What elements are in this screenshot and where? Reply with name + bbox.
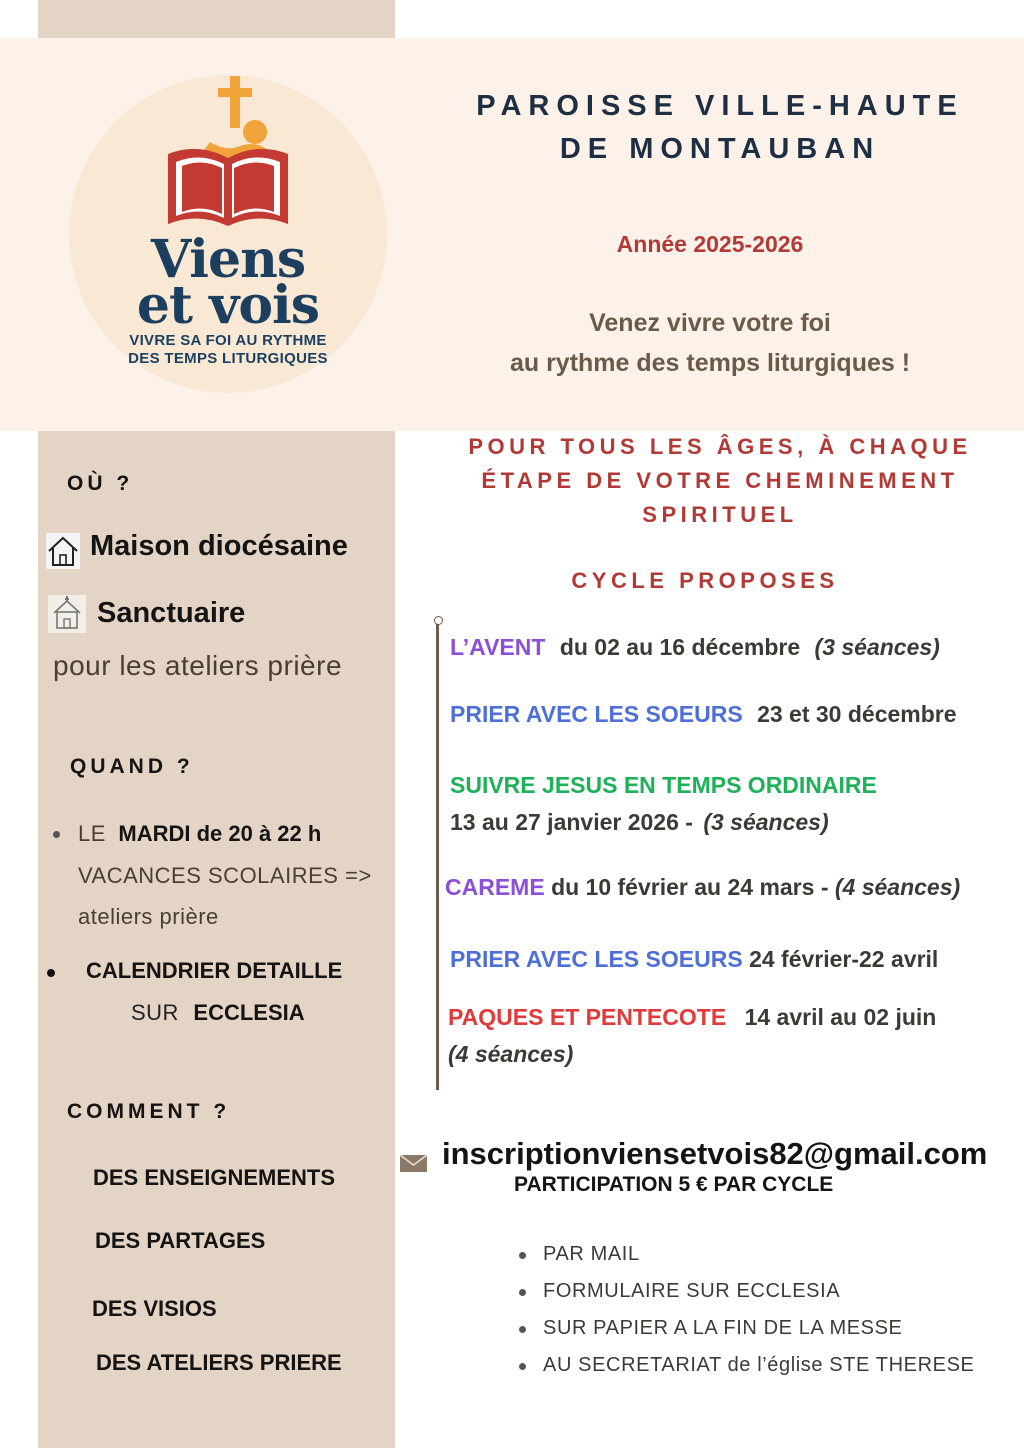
registration-secretariat: AU SECRETARIAT de l’église STE THERESE bbox=[543, 1354, 975, 1376]
cycle-dates: 23 et 30 décembre bbox=[757, 701, 957, 727]
calendar-line1: CALENDRIER DETAILLE bbox=[86, 958, 343, 983]
cycle-dates: 13 au 27 janvier 2026 - bbox=[450, 809, 693, 835]
ou-heading: OÙ ? bbox=[67, 472, 134, 495]
bullet-dot bbox=[519, 1326, 526, 1333]
comment-heading: COMMENT ? bbox=[67, 1100, 231, 1123]
intro-line2: ÉTAPE DE VOTRE CHEMINEMENT bbox=[481, 468, 959, 493]
bullet-dot bbox=[53, 831, 60, 838]
registration-mail: PAR MAIL bbox=[543, 1243, 640, 1265]
cycle-sessions: (3 séances) bbox=[703, 809, 829, 835]
when-ateliers: ateliers prière bbox=[78, 904, 219, 929]
bullet-dot bbox=[519, 1289, 526, 1296]
cycle-dates: du 02 au 16 décembre bbox=[559, 634, 801, 660]
cycle-sessions: (3 séances) bbox=[814, 634, 940, 660]
logo-book-person-icon bbox=[160, 74, 300, 234]
place-maison-diocesaine: Maison diocésaine bbox=[90, 530, 348, 562]
comment-item-enseignements: DES ENSEIGNEMENTS bbox=[93, 1165, 336, 1190]
calendar-line2 bbox=[131, 1000, 305, 1026]
comment-item-partages: DES PARTAGES bbox=[95, 1228, 266, 1253]
cycle-name: CAREME bbox=[445, 874, 545, 900]
calendar-sur: SUR bbox=[131, 1000, 179, 1025]
cycle-name: L’AVENT bbox=[450, 634, 546, 660]
year-label: Année 2025-2026 bbox=[616, 231, 804, 257]
mail-icon bbox=[400, 1155, 427, 1172]
page-title-line1: PAROISSE VILLE-HAUTE bbox=[476, 90, 964, 122]
place-sanctuaire: Sanctuaire bbox=[97, 597, 246, 629]
cycle-paques bbox=[448, 1004, 936, 1031]
cycle-temps-ordinaire bbox=[450, 772, 877, 799]
cycle-careme bbox=[445, 874, 960, 901]
timeline-line bbox=[436, 622, 439, 1090]
house-icon bbox=[46, 533, 80, 569]
cycle-dates: du 10 février au 24 mars - bbox=[551, 874, 829, 900]
cycle-name: PRIER AVEC LES SOEURS bbox=[450, 946, 743, 972]
bullet-dot bbox=[47, 969, 55, 977]
cycle-name: PRIER AVEC LES SOEURS bbox=[450, 701, 743, 727]
cycles-heading: CYCLE PROPOSES bbox=[571, 568, 839, 593]
cycle-avent bbox=[450, 634, 940, 661]
tagline-line2: au rythme des temps liturgiques ! bbox=[509, 349, 911, 377]
intro-line1: POUR TOUS LES ÂGES, À CHAQUE bbox=[468, 434, 972, 459]
registration-paper: SUR PAPIER A LA FIN DE LA MESSE bbox=[543, 1317, 903, 1339]
bullet-dot bbox=[519, 1252, 526, 1259]
cycle-soeurs-1 bbox=[450, 701, 957, 728]
calendar-ecclesia: ECCLESIA bbox=[193, 1000, 305, 1025]
cycle-sessions: (4 séances) bbox=[448, 1041, 574, 1067]
quand-heading: QUAND ? bbox=[70, 755, 194, 778]
when-vacances: VACANCES SCOLAIRES => bbox=[78, 863, 372, 888]
logo-title-line2: et vois bbox=[136, 275, 320, 336]
logo-title-line1: Viens bbox=[150, 229, 306, 290]
timeline-dot bbox=[434, 616, 443, 625]
cycle-dates: 14 avril au 02 juin bbox=[744, 1004, 937, 1030]
logo-subtitle-line2: DES TEMPS LITURGIQUES bbox=[128, 350, 328, 367]
cycle-name: PAQUES ET PENTECOTE bbox=[448, 1004, 727, 1030]
participation-fee: PARTICIPATION 5 € PAR CYCLE bbox=[514, 1173, 834, 1196]
when-prefix: LE bbox=[78, 821, 106, 846]
church-icon bbox=[48, 595, 86, 633]
cycle-paques-sessions bbox=[448, 1041, 573, 1068]
comment-item-ateliers: DES ATELIERS PRIERE bbox=[96, 1350, 342, 1375]
cycle-dates: 24 février-22 avril bbox=[749, 946, 939, 972]
cycle-sessions: (4 séances) bbox=[834, 874, 961, 900]
when-line bbox=[78, 821, 321, 847]
place-sanctuaire-note: pour les ateliers prière bbox=[53, 650, 343, 681]
logo-subtitle-line1: VIVRE SA FOI AU RYTHME bbox=[129, 332, 327, 349]
tagline-line1: Venez vivre votre foi bbox=[589, 309, 831, 337]
when-day: MARDI de 20 à 22 h bbox=[118, 821, 322, 846]
intro-line3: SPIRITUEL bbox=[642, 502, 798, 527]
cycle-temps-ordinaire-dates bbox=[450, 809, 829, 836]
page-title-line2: DE MONTAUBAN bbox=[559, 133, 881, 165]
contact-email[interactable]: inscriptionviensetvois82@gmail.com bbox=[442, 1136, 988, 1171]
registration-ecclesia: FORMULAIRE SUR ECCLESIA bbox=[543, 1280, 841, 1302]
comment-item-visios: DES VISIOS bbox=[92, 1296, 217, 1321]
cycle-name: SUIVRE JESUS EN TEMPS ORDINAIRE bbox=[450, 772, 877, 798]
bullet-dot bbox=[519, 1363, 526, 1370]
cycle-soeurs-2 bbox=[450, 946, 938, 973]
